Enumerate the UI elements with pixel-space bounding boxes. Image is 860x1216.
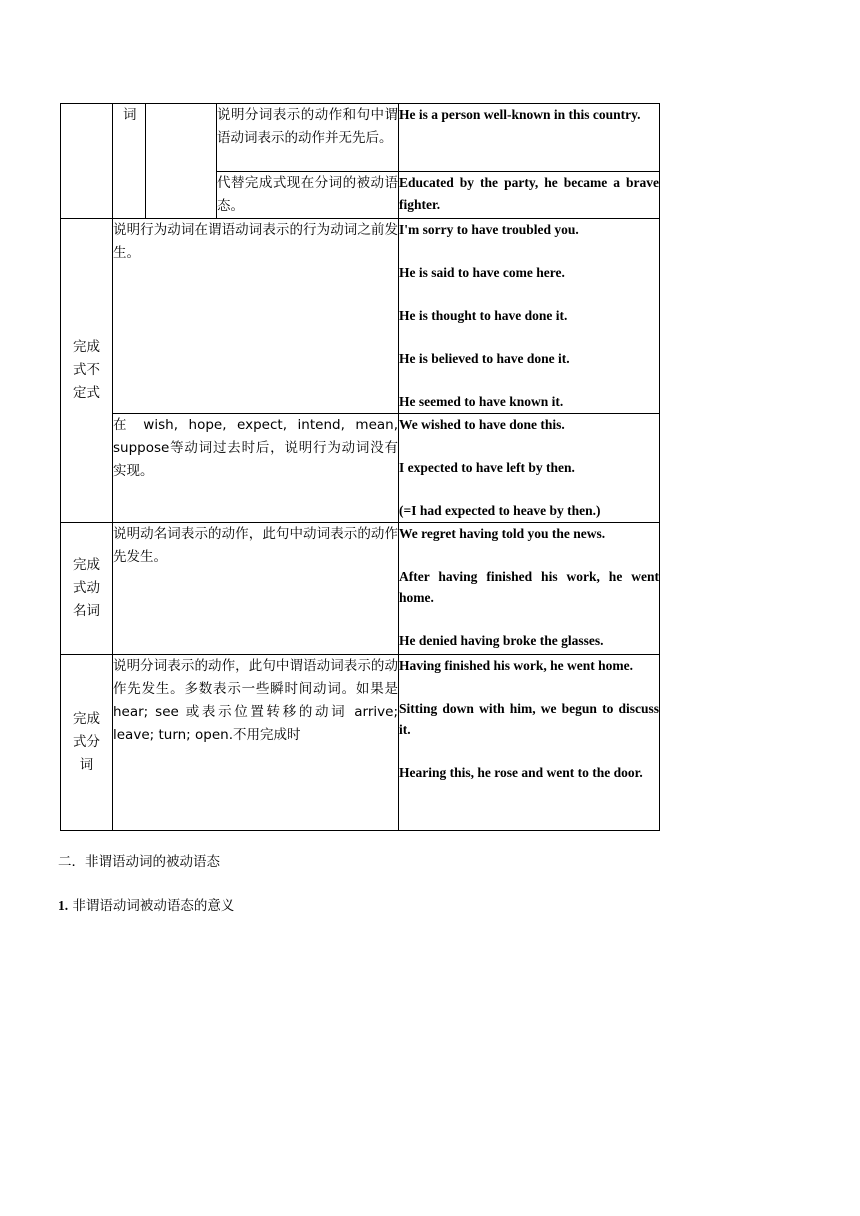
category-line: 式动 bbox=[73, 579, 100, 596]
category-line: 完成 bbox=[73, 710, 100, 727]
table-cell-examples bbox=[399, 219, 660, 414]
example-sentence: He is believed to have done it. bbox=[399, 351, 570, 366]
table-cell-examples bbox=[399, 654, 660, 830]
category-line: 完成 bbox=[73, 338, 100, 355]
table-row bbox=[61, 654, 660, 830]
example-sentence: Hearing this, he rose and went to the door. bbox=[399, 765, 643, 780]
section-heading: 二．非谓语动词的被动语态 bbox=[58, 854, 220, 870]
description-text: 代替完成式现在分词的被动语态。 bbox=[217, 175, 398, 214]
example-sentence: He is thought to have done it. bbox=[399, 308, 568, 323]
table-cell-examples bbox=[399, 172, 660, 219]
description-text: 在 wish, hope, expect, intend, mean, suppose等动词过去时后，说明行为动词没有实现。 bbox=[113, 416, 398, 479]
category-perfect-infinitive bbox=[61, 219, 113, 523]
category-fragment: 词 bbox=[123, 107, 137, 123]
category-line: 完成 bbox=[73, 556, 100, 573]
subsection-heading bbox=[58, 894, 234, 914]
example-sentence: He is a person well-known in this country. bbox=[399, 107, 641, 122]
example-sentence: Sitting down with him, we begun to discuss it. bbox=[399, 700, 659, 737]
table-cell-description bbox=[113, 219, 399, 414]
category-line: 词 bbox=[79, 756, 94, 773]
category-line: 名词 bbox=[73, 602, 100, 619]
category-perfect-gerund bbox=[61, 522, 113, 654]
category-line: 式分 bbox=[73, 733, 100, 750]
category-line: 定式 bbox=[73, 384, 100, 401]
table-cell-empty bbox=[61, 104, 113, 219]
table-cell-empty bbox=[146, 104, 217, 219]
table-cell-description bbox=[113, 654, 399, 830]
category-perfect-participle bbox=[61, 654, 113, 830]
example-sentence: He seemed to have known it. bbox=[399, 394, 564, 409]
table-cell-category-fragment bbox=[113, 104, 146, 219]
example-sentence: We regret having told you the news. bbox=[399, 525, 606, 541]
table-cell-examples bbox=[399, 413, 660, 522]
table-cell-examples bbox=[399, 104, 660, 172]
example-sentence: Having finished his work, he went home. bbox=[399, 657, 634, 673]
table-cell-description bbox=[113, 522, 399, 654]
example-sentence: He denied having broke the glasses. bbox=[399, 633, 604, 648]
table-cell-description bbox=[217, 104, 399, 172]
description-text: 说明分词表示的动作，此句中谓语动词表示的动作先发生。多数表示一些瞬时间动词。如果是 hear; see 或表示位置转移的动词 arrive; leave; turn; open.不用完成时 bbox=[113, 657, 398, 743]
example-sentence: We wished to have done this. bbox=[399, 416, 565, 432]
table-cell-description bbox=[113, 413, 399, 522]
example-sentence: I expected to have left by then. bbox=[399, 459, 575, 475]
example-sentence: After having finished his work, he went home. bbox=[399, 568, 659, 605]
description-text: 说明分词表示的动作和句中谓语动词表示的动作并无先后。 bbox=[217, 107, 398, 146]
grammar-table bbox=[60, 103, 660, 831]
description-text: 说明动名词表示的动作，此句中动词表示的动作先发生。 bbox=[113, 525, 398, 565]
table-row bbox=[61, 104, 660, 172]
subsection-title: 非谓语动词被动语态的意义 bbox=[72, 898, 235, 914]
table-cell-examples bbox=[399, 522, 660, 654]
example-sentence: He is said to have come here. bbox=[399, 265, 565, 280]
description-text: 说明行为动词在谓语动词表示的行为动词之前发生。 bbox=[113, 222, 398, 261]
example-sentence: (=I had expected to heave by then.) bbox=[399, 502, 601, 518]
subsection-number: 1. bbox=[58, 898, 69, 913]
example-sentence: Educated by the party, he became a brave fighter. bbox=[399, 175, 659, 212]
example-sentence: I'm sorry to have troubled you. bbox=[399, 222, 579, 237]
table-row bbox=[61, 522, 660, 654]
category-line: 式不 bbox=[73, 361, 100, 378]
table-cell-description bbox=[217, 172, 399, 219]
table-row bbox=[61, 413, 660, 522]
table-row bbox=[61, 219, 660, 414]
